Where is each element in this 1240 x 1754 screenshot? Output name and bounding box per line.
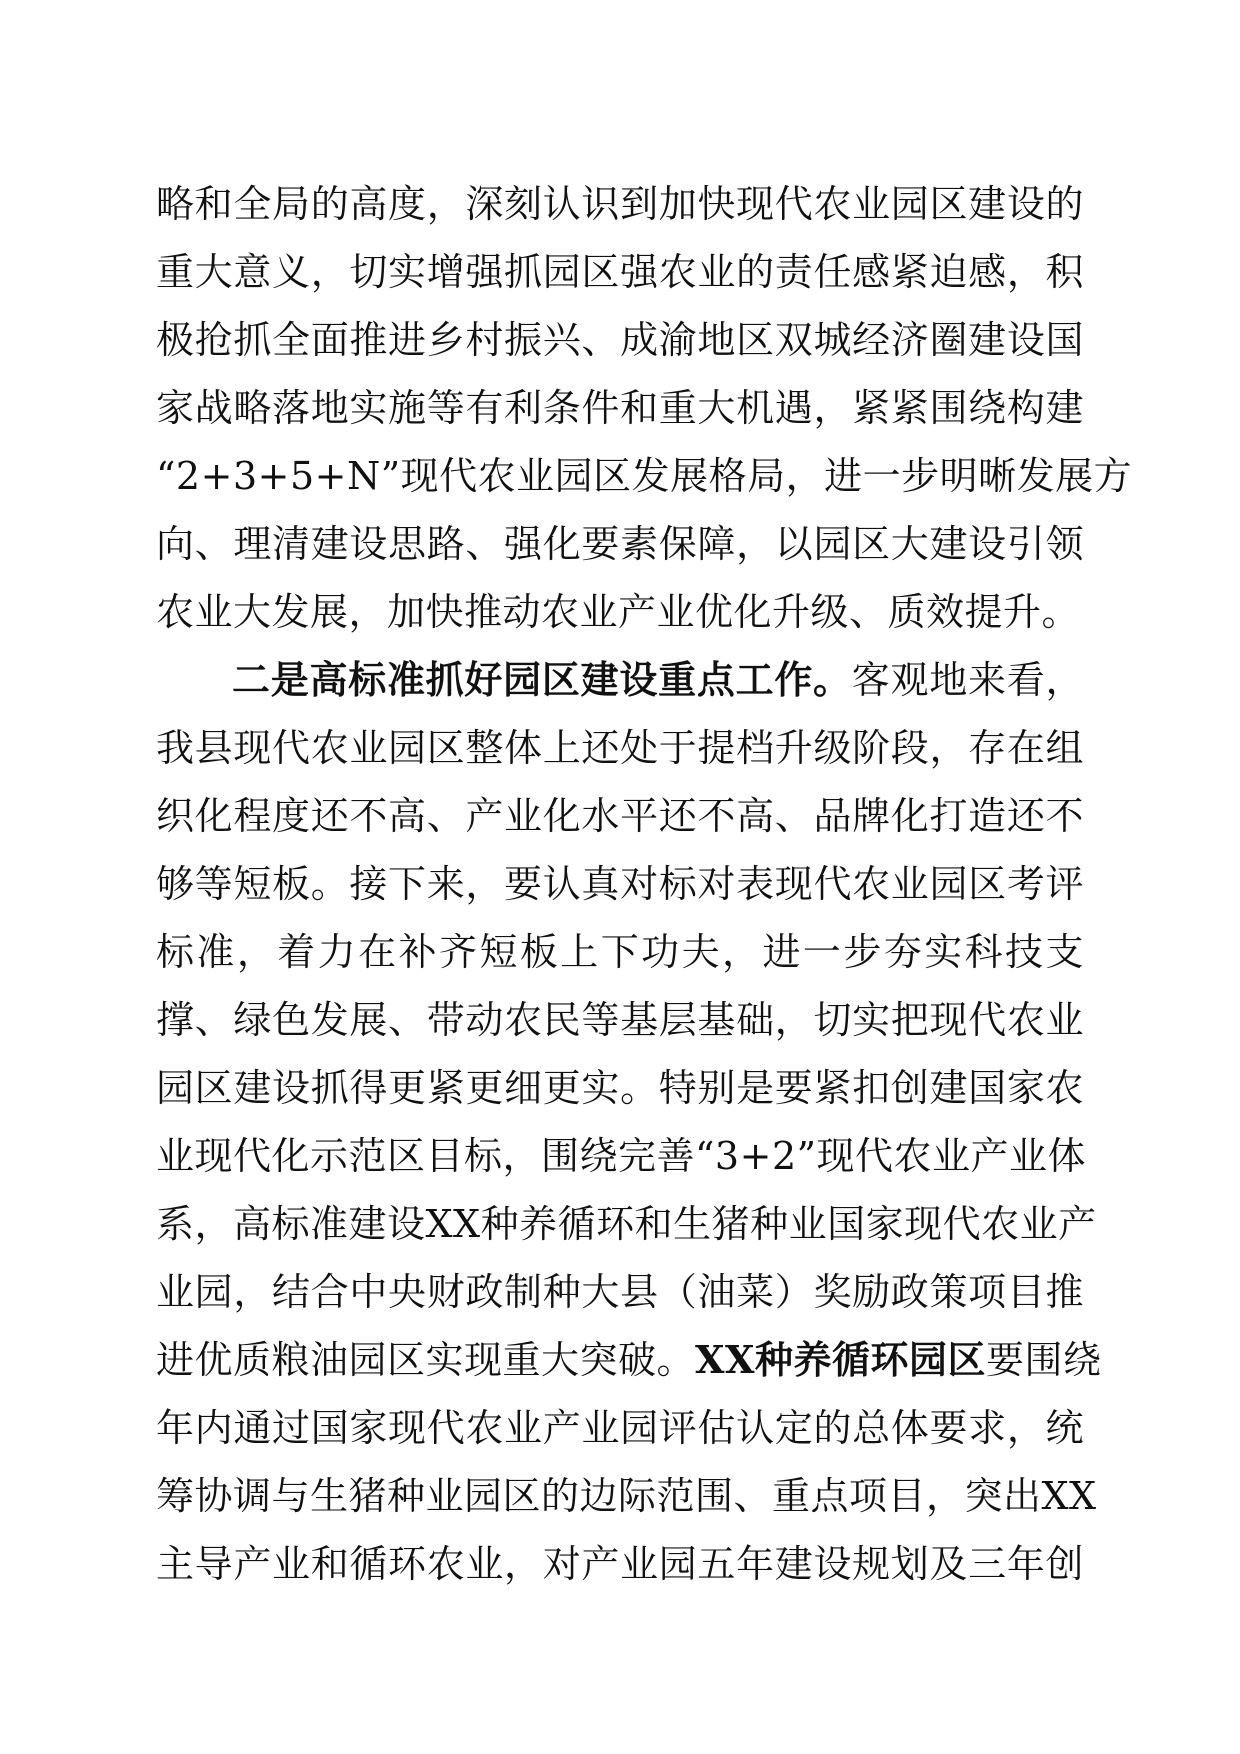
text-line: 主导产业和循环农业，对产业园五年建设规划及三年创 bbox=[156, 1542, 1084, 1586]
text-line: 够等短板。接下来，要认真对标对表现代农业园区考评 bbox=[156, 862, 1084, 906]
text-line: 略和全局的高度，深刻认识到加快现代农业园区建设的 bbox=[156, 182, 1084, 226]
body-text bbox=[156, 170, 1133, 1598]
text-line: 极抢抓全面推进乡村振兴、成渝地区双城经济圈建设国 bbox=[156, 318, 1084, 362]
text-line: 重大意义，切实增强抓园区强农业的责任感紧迫感，积 bbox=[156, 250, 1084, 294]
text-line: 年内通过国家现代农业产业园评估认定的总体要求，统 bbox=[156, 1406, 1084, 1450]
text-line: “2+3+5+N”现代农业园区发展格局，进一步明晰发展方 bbox=[156, 454, 1133, 498]
text-line: 向、理清建设思路、强化要素保障，以园区大建设引领 bbox=[156, 522, 1084, 566]
text-line: 业现代化示范区目标，围绕完善“3+2”现代农业产业体 bbox=[156, 1134, 1087, 1178]
text-span: 进优质粮油园区实现重大突破。 bbox=[156, 1338, 696, 1382]
text-line: 撑、绿色发展、带动农民等基层基础，切实把现代农业 bbox=[156, 998, 1084, 1042]
paragraph-first-line bbox=[156, 646, 1084, 714]
text-line: 系，高标准建设XX种养循环和生猪种业国家现代农业产 bbox=[156, 1202, 1097, 1246]
text-line: 农业大发展，加快推动农业产业优化升级、质效提升。 bbox=[156, 590, 1081, 634]
bold-term: XX种养循环园区 bbox=[695, 1337, 986, 1382]
text-line: 标准，着力在补齐短板上下功夫，进一步夯实科技支 bbox=[156, 930, 1084, 974]
text-span: 要围绕 bbox=[985, 1338, 1102, 1382]
text-line: 我县现代农业园区整体上还处于提档升级阶段，存在组 bbox=[156, 726, 1084, 770]
text-span: 客观地来看， bbox=[851, 658, 1084, 702]
text-line: 家战略落地实施等有利条件和重大机遇，紧紧围绕构建 bbox=[156, 386, 1084, 430]
text-line-with-bold bbox=[156, 1326, 1102, 1394]
paragraph-heading: 二是高标准抓好园区建设重点工作。 bbox=[232, 657, 852, 702]
text-line: 业园，结合中央财政制种大县（油菜）奖励政策项目推 bbox=[156, 1270, 1084, 1314]
text-line: 园区建设抓得更紧更细更实。特别是要紧扣创建国家农 bbox=[156, 1066, 1084, 1110]
text-line: 织化程度还不高、产业化水平还不高、品牌化打造还不 bbox=[156, 794, 1084, 838]
text-line: 筹协调与生猪种业园区的边际范围、重点项目，突出XX bbox=[156, 1474, 1097, 1518]
